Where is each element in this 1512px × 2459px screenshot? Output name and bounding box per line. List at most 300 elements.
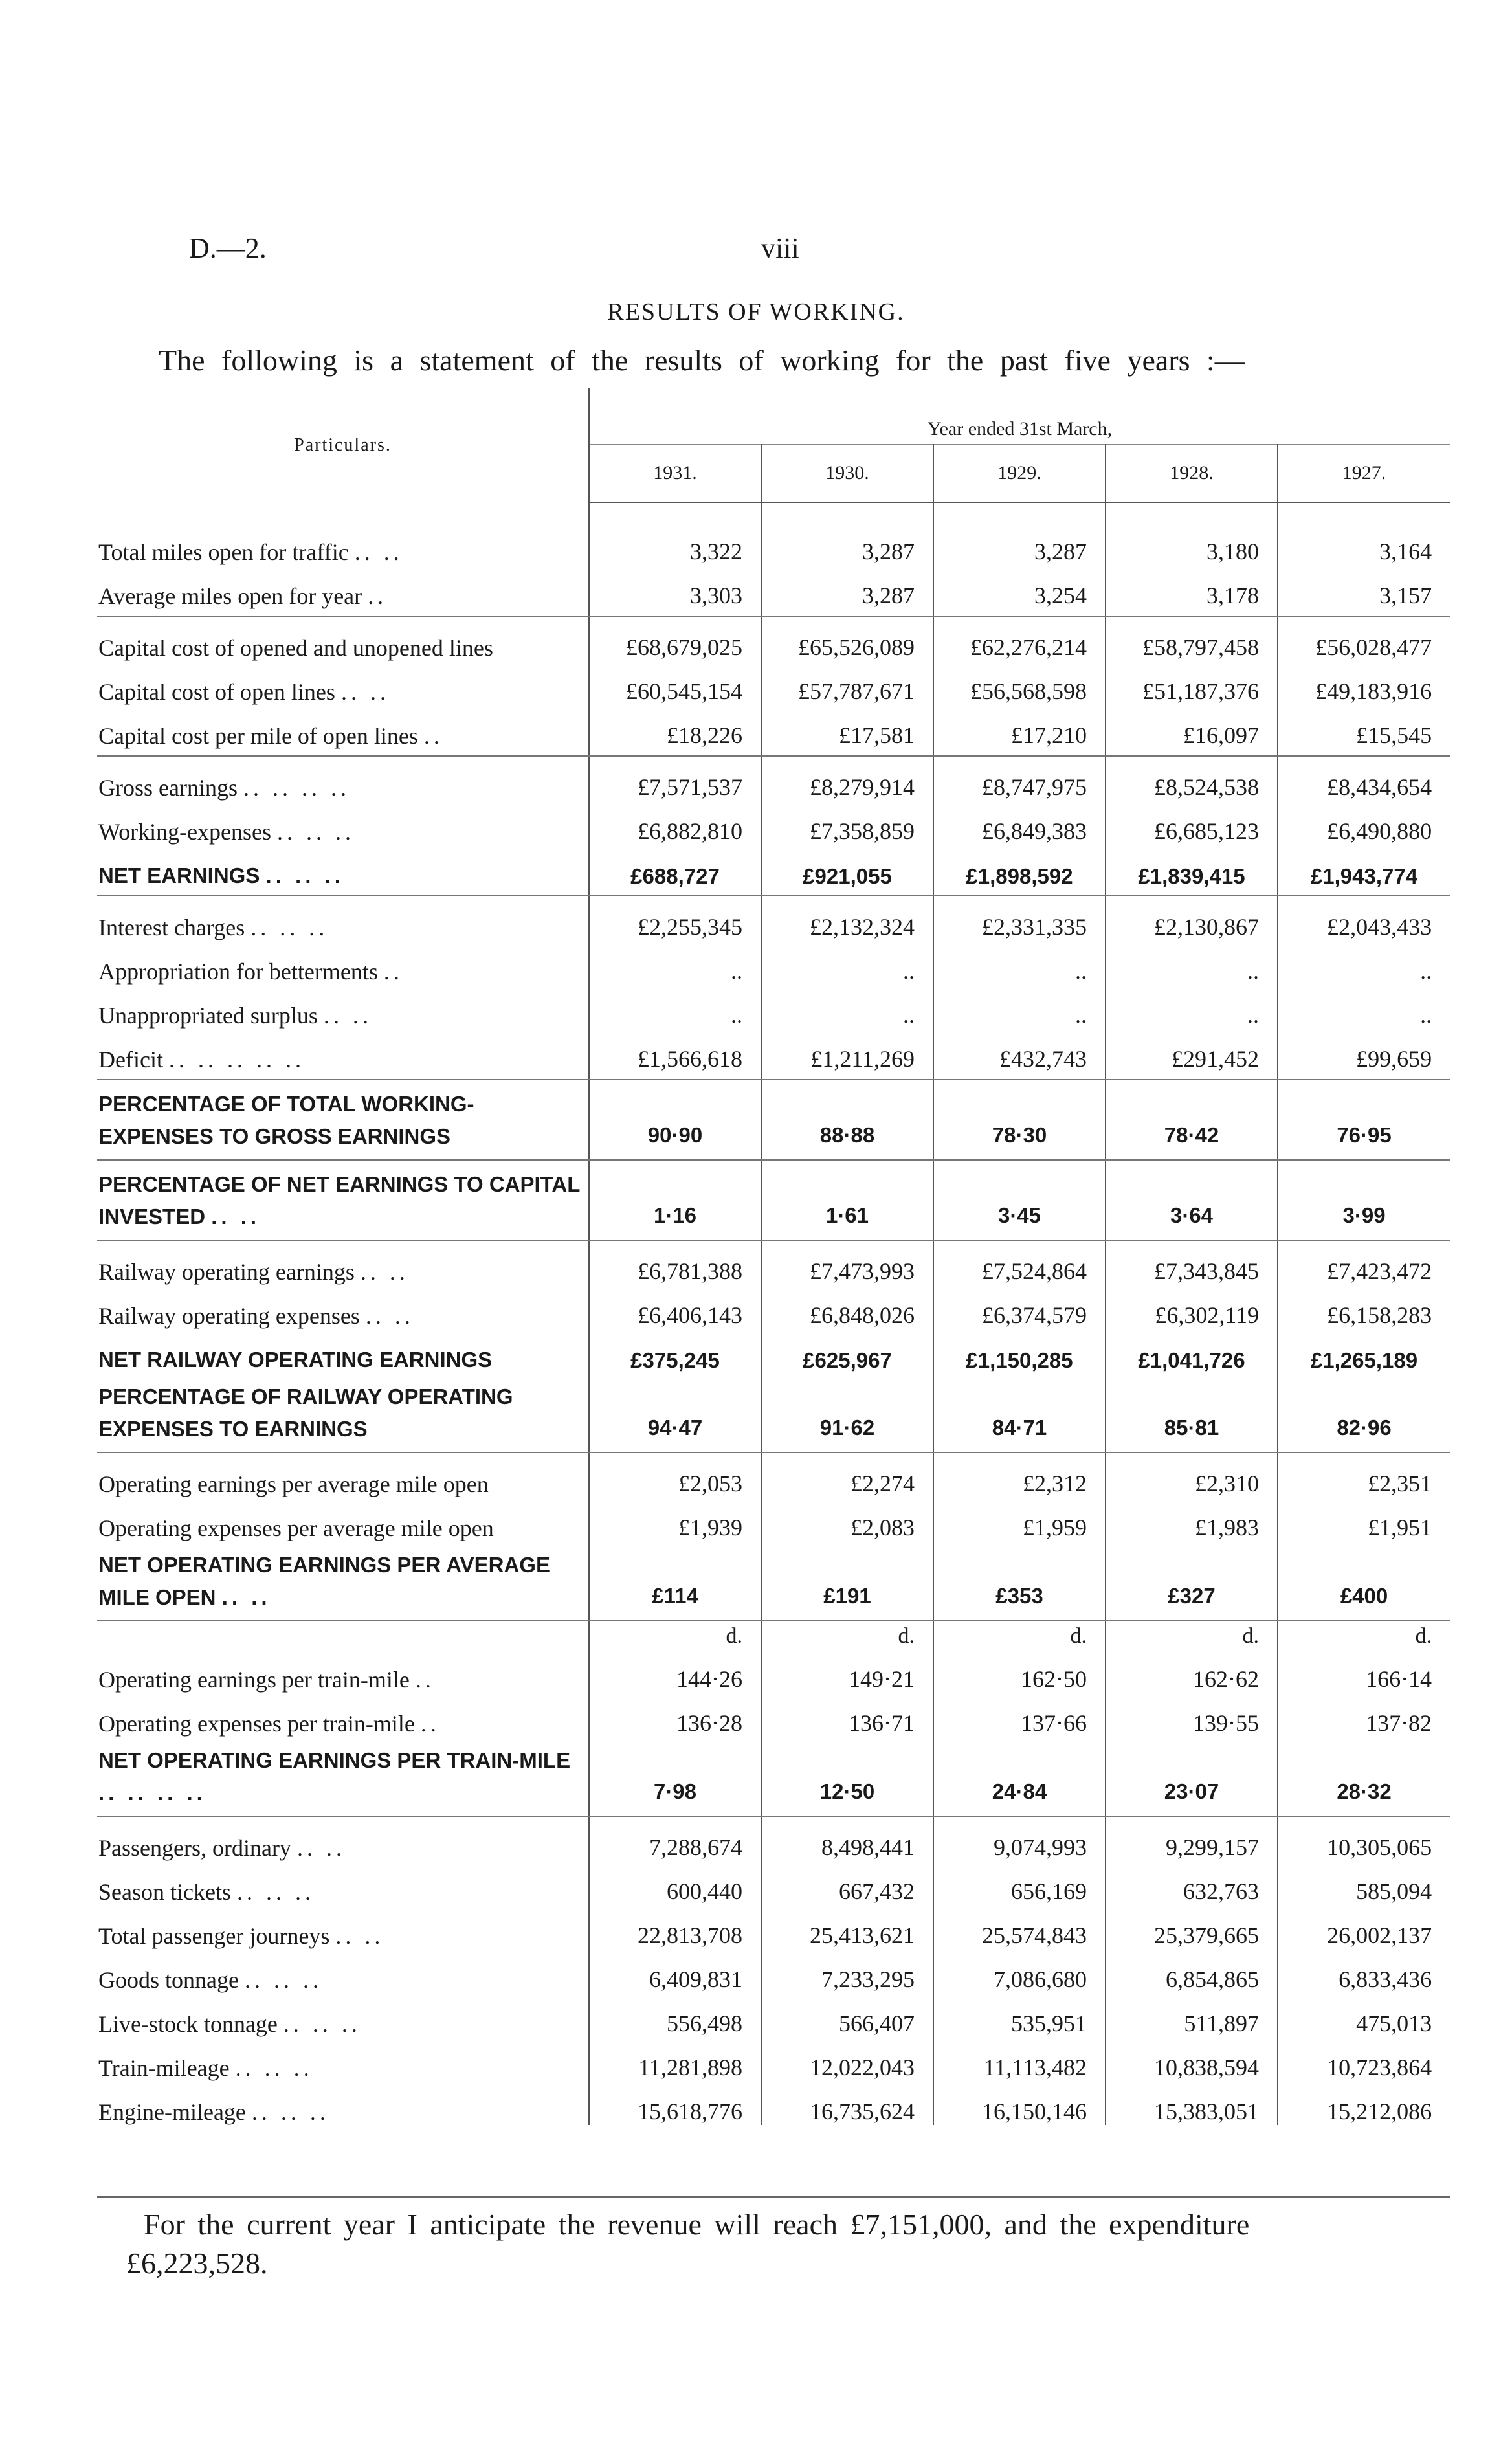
section-divider: [97, 1233, 1450, 1240]
table-cell: £327: [1106, 1541, 1278, 1614]
row-label-text: Capital cost of opened and unopened lines: [98, 635, 493, 661]
table-cell: £8,747,975: [933, 756, 1106, 801]
table-cell: 585,094: [1278, 1861, 1450, 1905]
row-label-text: PERCENTAGE OF RAILWAY OPERATING EXPENSES TO EARNINGS: [98, 1385, 513, 1441]
table-cell: £51,187,376: [1106, 661, 1278, 705]
table-cell: 88·88: [761, 1080, 933, 1153]
table-cell: 6,854,865: [1106, 1949, 1278, 1993]
leader-dots: .. ..: [354, 539, 403, 565]
table-row: [97, 1240, 1450, 1285]
unit-label: d.: [1278, 1621, 1450, 1649]
table-cell: 511,897: [1106, 1993, 1278, 2037]
table-cell: £56,568,598: [933, 661, 1106, 705]
row-label-text: NET RAILWAY OPERATING EARNINGS: [98, 1348, 493, 1372]
table-cell: 11,281,898: [589, 2037, 761, 2081]
table-cell: 7,086,680: [933, 1949, 1106, 1993]
table-row: [97, 1905, 1450, 1949]
table-cell: 8,498,441: [761, 1816, 933, 1861]
table-cell: £56,028,477: [1278, 616, 1450, 661]
leader-dots: ..: [423, 723, 443, 749]
table-cell: 3,180: [1106, 521, 1278, 565]
table-cell: £1,211,269: [761, 1029, 933, 1073]
table-cell: 162·62: [1106, 1649, 1278, 1693]
table-cell: 12,022,043: [761, 2037, 933, 2081]
table-cell: £6,848,026: [761, 1285, 933, 1329]
table-cell: 11,113,482: [933, 2037, 1106, 2081]
leader-dots: .. ..: [323, 1003, 372, 1029]
section-divider: [97, 1809, 1450, 1816]
row-label: [97, 801, 589, 845]
table-cell: £688,727: [589, 845, 761, 889]
table-cell: £1,959: [933, 1497, 1106, 1541]
table-cell: £921,055: [761, 845, 933, 889]
table-cell: 6,833,436: [1278, 1949, 1450, 1993]
table-cell: ..: [933, 985, 1106, 1029]
section-divider: [97, 1153, 1450, 1160]
table-cell: 149·21: [761, 1649, 933, 1693]
table-cell: £114: [589, 1541, 761, 1614]
table-cell: £375,245: [589, 1329, 761, 1373]
table-cell: ..: [933, 940, 1106, 985]
row-label: [97, 565, 589, 609]
table-cell: 15,618,776: [589, 2081, 761, 2125]
table-cell: £6,685,123: [1106, 801, 1278, 845]
table-cell: £2,255,345: [589, 896, 761, 940]
table-cell: 3,157: [1278, 565, 1450, 609]
table-row: [97, 1693, 1450, 1737]
leader-dots: .. ..: [335, 1923, 384, 1949]
particulars-heading: Particulars.: [294, 435, 392, 455]
table-row: [97, 1541, 1450, 1614]
table-cell: £8,524,538: [1106, 756, 1278, 801]
row-label: [97, 1285, 589, 1329]
table-row: [97, 2037, 1450, 2081]
table-row: [97, 521, 1450, 565]
table-cell: 3,287: [761, 521, 933, 565]
table-cell: 9,299,157: [1106, 1816, 1278, 1861]
table-cell: ..: [1278, 985, 1450, 1029]
table-row: [97, 661, 1450, 705]
table-cell: £2,130,867: [1106, 896, 1278, 940]
table-cell: ..: [761, 985, 933, 1029]
row-label: [97, 1373, 589, 1445]
table-cell: 632,763: [1106, 1861, 1278, 1905]
leader-dots: .. .. ..: [251, 2099, 329, 2125]
table-cell: 667,432: [761, 1861, 933, 1905]
table-cell: ..: [1106, 940, 1278, 985]
table-cell: 3,287: [933, 521, 1106, 565]
row-label: [97, 2037, 589, 2081]
table-cell: £6,781,388: [589, 1240, 761, 1285]
leader-dots: .. ..: [211, 1205, 261, 1229]
table-cell: £6,406,143: [589, 1285, 761, 1329]
table-cell: 3,322: [589, 521, 761, 565]
table-cell: £8,434,654: [1278, 756, 1450, 801]
table-cell: £17,581: [761, 705, 933, 749]
table-cell: 556,498: [589, 1993, 761, 2037]
table-cell: 7,288,674: [589, 1816, 761, 1861]
row-label: [97, 756, 589, 801]
table-row: [97, 1993, 1450, 2037]
table-cell: 78·30: [933, 1080, 1106, 1153]
table-cell: 656,169: [933, 1861, 1106, 1905]
table-cell: £1,566,618: [589, 1029, 761, 1073]
row-label-text: Capital cost of open lines: [98, 679, 335, 705]
table-cell: 15,212,086: [1278, 2081, 1450, 2125]
leader-dots: .. ..: [360, 1259, 409, 1285]
table-cell: 3,164: [1278, 521, 1450, 565]
table-row: [97, 1452, 1450, 1497]
row-label: [97, 1816, 589, 1861]
section-divider: [97, 889, 1450, 896]
table-cell: £1,898,592: [933, 845, 1106, 889]
table-cell: 136·28: [589, 1693, 761, 1737]
row-label: [97, 1240, 589, 1285]
table-row: [97, 1497, 1450, 1541]
row-label-text: Railway operating expenses: [98, 1303, 360, 1329]
table-cell: £6,302,119: [1106, 1285, 1278, 1329]
table-bottom-rule: [97, 2196, 1450, 2198]
table-cell: 136·71: [761, 1693, 933, 1737]
row-label: [97, 616, 589, 661]
section-divider: [97, 1614, 1450, 1621]
table-cell: £6,490,880: [1278, 801, 1450, 845]
table-cell: £2,351: [1278, 1452, 1450, 1497]
section-divider: [97, 749, 1450, 756]
table-cell: 3·99: [1278, 1160, 1450, 1233]
table-cell: £1,265,189: [1278, 1329, 1450, 1373]
row-label-text: Total passenger journeys: [98, 1923, 330, 1949]
table-cell: £353: [933, 1541, 1106, 1614]
section-divider: [97, 609, 1450, 616]
row-label-text: Working-expenses: [98, 819, 272, 845]
leader-dots: .. .. ..: [236, 1879, 315, 1905]
table-cell: 25,574,843: [933, 1905, 1106, 1949]
leader-dots: .. .. ..: [250, 915, 329, 940]
leader-dots: .. .. ..: [235, 2055, 313, 2081]
table-cell: 10,305,065: [1278, 1816, 1450, 1861]
table-cell: 24·84: [933, 1737, 1106, 1809]
table-cell: 84·71: [933, 1373, 1106, 1445]
table-cell: 137·82: [1278, 1693, 1450, 1737]
year-header: 1931.: [589, 445, 761, 503]
table-cell: 25,413,621: [761, 1905, 933, 1949]
row-label: [97, 661, 589, 705]
table-cell: £99,659: [1278, 1029, 1450, 1073]
table-cell: 600,440: [589, 1861, 761, 1905]
row-label-text: Operating expenses per average mile open: [98, 1515, 494, 1541]
table-cell: 76·95: [1278, 1080, 1450, 1153]
table-cell: £17,210: [933, 705, 1106, 749]
row-label-text: PERCENTAGE OF TOTAL WORKING-EXPENSES TO GROSS EARNINGS: [98, 1092, 474, 1148]
table-row: [97, 1861, 1450, 1905]
table-row: [97, 801, 1450, 845]
leader-dots: ..: [368, 583, 388, 609]
table-cell: 7·98: [589, 1737, 761, 1809]
table-cell: 82·96: [1278, 1373, 1450, 1445]
row-label-text: Total miles open for traffic: [98, 539, 349, 565]
section-divider: [97, 1073, 1450, 1080]
table-cell: £49,183,916: [1278, 661, 1450, 705]
table-row: [97, 565, 1450, 609]
table-cell: £291,452: [1106, 1029, 1278, 1073]
table-row: [97, 1160, 1450, 1233]
table-cell: ..: [1278, 940, 1450, 985]
row-label-text: Live-stock tonnage: [98, 2011, 278, 2037]
table-cell: £57,787,671: [761, 661, 933, 705]
table-cell: 10,838,594: [1106, 2037, 1278, 2081]
row-label-text: NET OPERATING EARNINGS PER AVERAGE MILE OPEN: [98, 1553, 550, 1609]
table-cell: 9,074,993: [933, 1816, 1106, 1861]
table-cell: £68,679,025: [589, 616, 761, 661]
table-cell: 16,150,146: [933, 2081, 1106, 2125]
table-cell: 137·66: [933, 1693, 1106, 1737]
table-cell: £7,358,859: [761, 801, 933, 845]
table-cell: £18,226: [589, 705, 761, 749]
row-label-text: Operating expenses per train-mile: [98, 1711, 415, 1737]
row-label: [97, 1861, 589, 1905]
row-label: [97, 1329, 589, 1373]
table-cell: £625,967: [761, 1329, 933, 1373]
section-divider: [97, 1445, 1450, 1452]
leader-dots: .. ..: [340, 679, 390, 705]
table-row: [97, 940, 1450, 985]
leader-dots: .. .. .. .. ..: [168, 1047, 305, 1073]
row-label: [97, 2081, 589, 2125]
table-row: [97, 1329, 1450, 1373]
leader-dots: .. .. ..: [265, 863, 344, 887]
table-row: [97, 756, 1450, 801]
row-label: [97, 1029, 589, 1073]
leader-dots: .. .. .. ..: [98, 1781, 206, 1805]
row-label: [97, 1649, 589, 1693]
table-cell: £2,132,324: [761, 896, 933, 940]
table-cell: £1,983: [1106, 1497, 1278, 1541]
table-cell: £7,524,864: [933, 1240, 1106, 1285]
table-cell: 90·90: [589, 1080, 761, 1153]
table-cell: £432,743: [933, 1029, 1106, 1073]
year-header: 1928.: [1106, 445, 1278, 503]
table-cell: £60,545,154: [589, 661, 761, 705]
unit-label: d.: [761, 1621, 933, 1649]
table-row: [97, 1029, 1450, 1073]
table-cell: 139·55: [1106, 1693, 1278, 1737]
row-label: [97, 1737, 589, 1809]
table-row: [97, 1285, 1450, 1329]
table-cell: 535,951: [933, 1993, 1106, 2037]
unit-label: d.: [589, 1621, 761, 1649]
leader-dots: .. ..: [221, 1585, 271, 1609]
table-cell: £2,083: [761, 1497, 933, 1541]
table-cell: £58,797,458: [1106, 616, 1278, 661]
leader-dots: .. .. ..: [283, 2011, 361, 2037]
table-cell: 10,723,864: [1278, 2037, 1450, 2081]
row-label: [97, 845, 589, 889]
table-cell: 3,303: [589, 565, 761, 609]
footer-text-continued: £6,223,528.: [126, 2247, 268, 2280]
year-header: 1929.: [933, 445, 1106, 503]
results-table: [97, 388, 1450, 2125]
row-label: [97, 1160, 589, 1233]
table-cell: £7,571,537: [589, 756, 761, 801]
table-cell: 28·32: [1278, 1737, 1450, 1809]
table-cell: 26,002,137: [1278, 1905, 1450, 1949]
table-cell: 166·14: [1278, 1649, 1450, 1693]
row-label-text: Railway operating earnings: [98, 1259, 355, 1285]
leader-dots: .. .. ..: [277, 819, 355, 845]
table-cell: 91·62: [761, 1373, 933, 1445]
leader-dots: ..: [383, 959, 403, 985]
table-row: [97, 1373, 1450, 1445]
table-cell: 3·45: [933, 1160, 1106, 1233]
table-cell: 6,409,831: [589, 1949, 761, 1993]
footer-text: For the current year I anticipate the revenue will reach £7,151,000, and the expenditure: [144, 2208, 1250, 2241]
table-cell: 78·42: [1106, 1080, 1278, 1153]
row-label-text: Interest charges: [98, 915, 245, 940]
row-label-text: PERCENTAGE OF NET EARNINGS TO CAPITAL INVESTED: [98, 1172, 580, 1229]
table-cell: 3,287: [761, 565, 933, 609]
leader-dots: .. .. .. ..: [243, 775, 350, 801]
table-cell: £7,473,993: [761, 1240, 933, 1285]
table-cell: 12·50: [761, 1737, 933, 1809]
table-cell: £7,423,472: [1278, 1240, 1450, 1285]
table-cell: 94·47: [589, 1373, 761, 1445]
row-label: [97, 705, 589, 749]
row-label-text: Train-mileage: [98, 2055, 230, 2081]
table-cell: ..: [761, 940, 933, 985]
row-label-text: Goods tonnage: [98, 1967, 239, 1993]
table-cell: 15,383,051: [1106, 2081, 1278, 2125]
row-label: [97, 521, 589, 565]
table-cell: 7,233,295: [761, 1949, 933, 1993]
table-cell: ..: [589, 940, 761, 985]
row-label-text: Appropriation for betterments: [98, 959, 378, 985]
table-cell: £1,951: [1278, 1497, 1450, 1541]
row-label-text: Unappropriated surplus: [98, 1003, 318, 1029]
table-cell: £400: [1278, 1541, 1450, 1614]
row-label-text: Deficit: [98, 1047, 163, 1073]
table-cell: 25,379,665: [1106, 1905, 1278, 1949]
row-label-text: Average miles open for year: [98, 583, 362, 609]
table-cell: 3,178: [1106, 565, 1278, 609]
table-row: [97, 1949, 1450, 1993]
row-label-text: NET EARNINGS: [98, 863, 260, 887]
table-cell: 3·64: [1106, 1160, 1278, 1233]
table-cell: 144·26: [589, 1649, 761, 1693]
row-label: [97, 1497, 589, 1541]
intro-text: The following is a statement of the results of working for the past five years :—: [159, 344, 1245, 377]
table-cell: £1,041,726: [1106, 1329, 1278, 1373]
leader-dots: ..: [420, 1711, 440, 1737]
table-row: [97, 2081, 1450, 2125]
unit-row: [97, 1621, 1450, 1649]
table-cell: 566,407: [761, 1993, 933, 2037]
table-cell: ..: [589, 985, 761, 1029]
table-row: [97, 985, 1450, 1029]
row-label: [97, 1541, 589, 1614]
table-cell: 3,254: [933, 565, 1106, 609]
table-cell: 16,735,624: [761, 2081, 933, 2125]
leader-dots: .. .. ..: [244, 1967, 322, 1993]
table-cell: £2,043,433: [1278, 896, 1450, 940]
table-cell: 475,013: [1278, 1993, 1450, 2037]
table-cell: £7,343,845: [1106, 1240, 1278, 1285]
table-cell: 1·61: [761, 1160, 933, 1233]
table-cell: £6,849,383: [933, 801, 1106, 845]
row-label-text: Gross earnings: [98, 775, 238, 801]
table-cell: £2,312: [933, 1452, 1106, 1497]
leader-dots: .. ..: [365, 1303, 414, 1329]
table-row: [97, 845, 1450, 889]
row-label-text: NET OPERATING EARNINGS PER TRAIN-MILE: [98, 1748, 571, 1772]
table-cell: 1·16: [589, 1160, 761, 1233]
row-label-text: Operating earnings per train-mile: [98, 1667, 410, 1693]
row-label: [97, 1693, 589, 1737]
table-cell: £1,150,285: [933, 1329, 1106, 1373]
row-label: [97, 896, 589, 940]
table-row: [97, 616, 1450, 661]
table-cell: 85·81: [1106, 1373, 1278, 1445]
row-label: [97, 1452, 589, 1497]
table-cell: £2,310: [1106, 1452, 1278, 1497]
page-number: viii: [761, 232, 799, 264]
table-cell: 22,813,708: [589, 1905, 761, 1949]
table-cell: £8,279,914: [761, 756, 933, 801]
year-ended-heading: Year ended 31st March,: [589, 388, 1450, 445]
table-row: [97, 896, 1450, 940]
table-cell: £6,882,810: [589, 801, 761, 845]
unit-label: d.: [933, 1621, 1106, 1649]
row-label: [97, 985, 589, 1029]
table-cell: £2,274: [761, 1452, 933, 1497]
unit-label: d.: [1106, 1621, 1278, 1649]
leader-dots: ..: [415, 1667, 435, 1693]
table-cell: 162·50: [933, 1649, 1106, 1693]
table-cell: £1,839,415: [1106, 845, 1278, 889]
row-label-text: Season tickets: [98, 1879, 231, 1905]
page-title: RESULTS OF WORKING.: [607, 298, 905, 326]
table-cell: £15,545: [1278, 705, 1450, 749]
table-cell: £6,374,579: [933, 1285, 1106, 1329]
row-label: [97, 1080, 589, 1153]
year-header: 1927.: [1278, 445, 1450, 503]
table-cell: £191: [761, 1541, 933, 1614]
document-reference: D.—2.: [189, 232, 267, 264]
row-label: [97, 940, 589, 985]
table-cell: £16,097: [1106, 705, 1278, 749]
row-label: [97, 1949, 589, 1993]
row-label-text: Engine-mileage: [98, 2099, 246, 2125]
table-cell: 23·07: [1106, 1737, 1278, 1809]
row-label-text: Capital cost per mile of open lines: [98, 723, 418, 749]
table-cell: £1,939: [589, 1497, 761, 1541]
table-cell: £65,526,089: [761, 616, 933, 661]
table-row: [97, 1816, 1450, 1861]
row-label: [97, 1993, 589, 2037]
leader-dots: .. ..: [296, 1835, 346, 1861]
table-row: [97, 1737, 1450, 1809]
table-row: [97, 705, 1450, 749]
row-label: [97, 1905, 589, 1949]
table-cell: ..: [1106, 985, 1278, 1029]
row-label-text: Passengers, ordinary: [98, 1835, 291, 1861]
table-cell: £6,158,283: [1278, 1285, 1450, 1329]
table-row: [97, 1080, 1450, 1153]
table-cell: £2,053: [589, 1452, 761, 1497]
table-cell: £1,943,774: [1278, 845, 1450, 889]
table-cell: £62,276,214: [933, 616, 1106, 661]
table-cell: £2,331,335: [933, 896, 1106, 940]
